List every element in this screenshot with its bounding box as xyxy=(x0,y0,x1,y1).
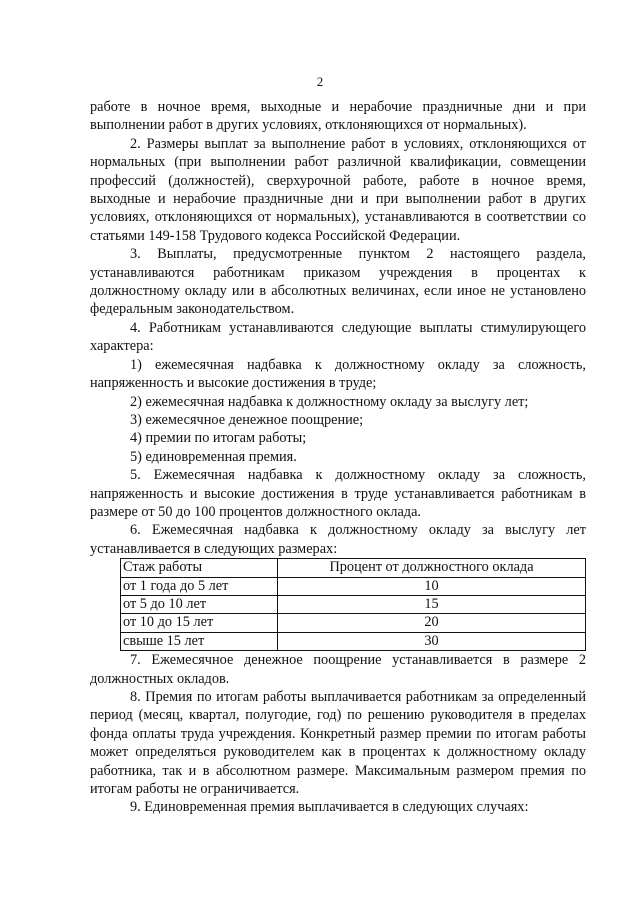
table-header-cell: Процент от должностного оклада xyxy=(278,559,586,577)
list-item-1: 1) ежемесячная надбавка к должностному окладу за сложность, напряженность и высокие достижения в труде; xyxy=(90,356,586,392)
table-cell: 30 xyxy=(278,632,586,650)
paragraph-7: 7. Ежемесячное денежное поощрение устанавливается в размере 2 должностных окладов. xyxy=(90,652,586,687)
table-cell: 15 xyxy=(278,595,586,613)
document-body xyxy=(90,98,586,817)
list-item-5: 5) единовременная премия. xyxy=(130,448,297,465)
table-cell: 20 xyxy=(278,614,586,632)
table-cell: свыше 15 лет xyxy=(121,632,278,650)
table-cell: от 1 года до 5 лет xyxy=(121,577,278,595)
paragraph-8: 8. Премия по итогам работы выплачивается работникам за определенный период (месяц, квартал, полугодие, год) по решению руководителя в пределах фонда оплаты труда учреждения. Конкретный размер премии по итогам работы может определяться руководителем как в процентах к должностному окладу работника, так и в абсолютном размере. Максимальным размером премия по итогам работы не ограничивается. xyxy=(90,689,586,798)
seniority-table xyxy=(120,558,586,651)
table-cell: от 10 до 15 лет xyxy=(121,614,278,632)
table-cell: от 5 до 10 лет xyxy=(121,595,278,613)
table-row xyxy=(121,577,586,595)
page-number: 2 xyxy=(316,74,324,89)
paragraph-4: 4. Работникам устанавливаются следующие выплаты стимулирующего характера: xyxy=(90,319,586,355)
table-row xyxy=(121,595,586,613)
table-cell: 10 xyxy=(278,577,586,595)
table-row xyxy=(121,614,586,632)
paragraph-2: 2. Размеры выплат за выполнение работ в условиях, отклоняющихся от нормальных (при выполнении работ различной квалификации, совмещении профессий (должностей), сверхурочной работе, работе в ночное время, выходные и нерабочие праздничные дни и при выполнении работ в других условиях, отклоняющихся от нормальных), устанавливаются в соответствии со статьями 149-158 Трудового кодекса Российской Федерации. xyxy=(90,135,586,244)
paragraph-9: 9. Единовременная премия выплачивается в следующих случаях: xyxy=(130,799,529,816)
list-item-4: 4) премии по итогам работы; xyxy=(130,430,307,447)
paragraph-6: 6. Ежемесячная надбавка к должностному окладу за выслугу лет устанавливается в следующих размерах: xyxy=(90,522,586,557)
table-row xyxy=(121,632,586,650)
list-item-2: 2) ежемесячная надбавка к должностному окладу за выслугу лет; xyxy=(130,393,529,410)
table-header-cell: Стаж работы xyxy=(121,559,278,577)
table-header-row xyxy=(121,559,586,577)
paragraph-3: 3. Выплаты, предусмотренные пунктом 2 настоящего раздела, устанавливаются работникам приказом учреждения в процентах к должностному окладу или в абсолютных величинах, если иное не установлено федеральным законодательством. xyxy=(90,246,586,318)
paragraph-5: 5. Ежемесячная надбавка к должностному окладу за сложность, напряженность и высокие достижения в труде устанавливается работникам в размере от 50 до 100 процентов должностного оклада. xyxy=(90,467,586,520)
paragraph-continuation: работе в ночное время, выходные и нерабочие праздничные дни и при выполнении работ в других условиях, отклоняющихся от нормальных). xyxy=(90,99,586,134)
list-item-3: 3) ежемесячное денежное поощрение; xyxy=(130,411,364,428)
